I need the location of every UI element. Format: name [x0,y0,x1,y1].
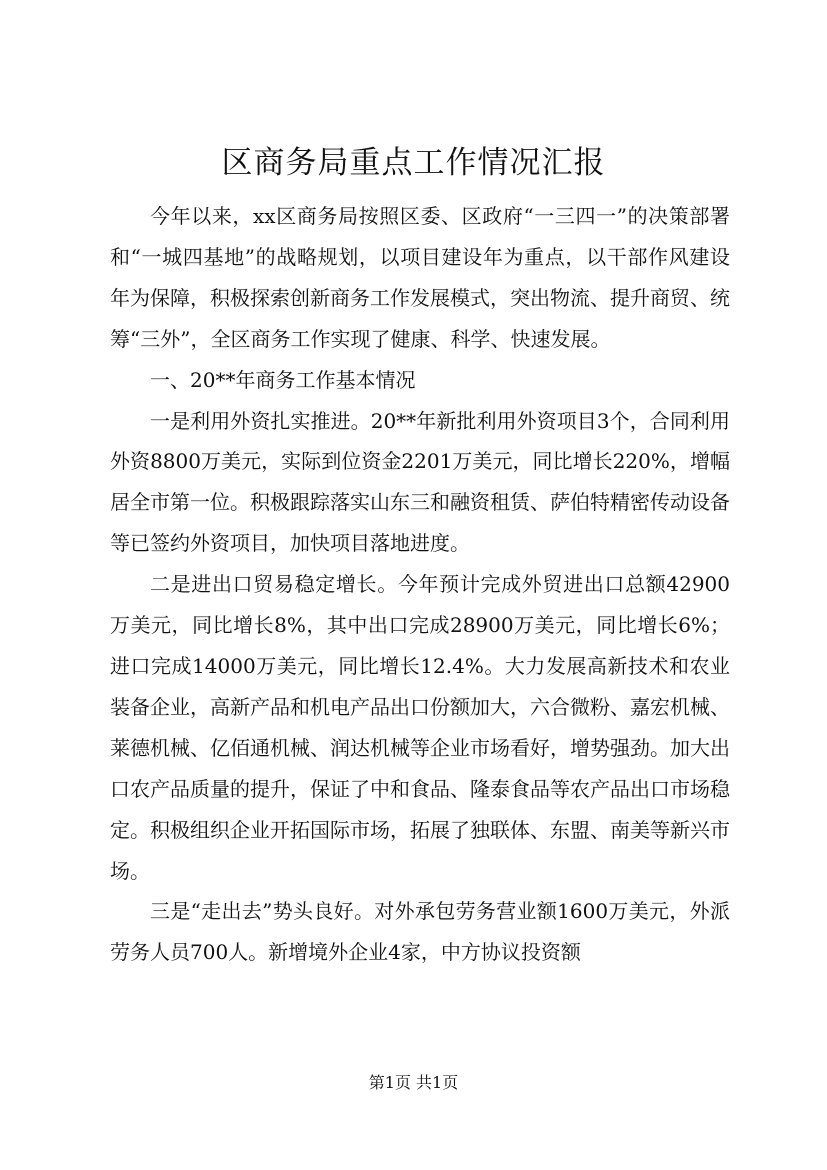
section-heading: 一、20**年商务工作基本情况 [150,367,416,392]
page-footer: 第1页 共1页 [368,1073,459,1092]
document-title: 区商务局重点工作情况汇报 [221,145,606,181]
paragraph-foreign-investment: 一是利用外资扎实推进。20**年新批利用外资项目3个，合同利用外资8800万美元，实际到位资金2201万美元，同比增长220%，增幅居全市第一位。积极跟踪落实山东三和融资租赁、萨伯特精密传动设备等已签约外资项目，加快项目落地进度。 [110,408,730,556]
document-body [110,196,730,973]
paragraph-going-out: 三是“走出去”势头良好。对外承包劳务营业额1600万美元，外派劳务人员700人。新增境外企业4家，中方协议投资额 [110,899,730,965]
paragraph-intro: 今年以来，xx区商务局按照区委、区政府“一三四一”的决策部署和“一城四基地”的战略规划，以项目建设年为重点，以干部作风建设年为保障，积极探索创新商务工作发展模式，突出物流、提升商贸、统筹“三外”，全区商务工作实现了健康、科学、快速发展。 [110,204,730,351]
paragraph-trade: 二是进出口贸易稳定增长。今年预计完成外贸进出口总额42900万美元，同比增长8%，其中出口完成28900万美元，同比增长6%；进口完成14000万美元，同比增长12.4%。大力发展高新技术和农业装备企业，高新产品和机电产品出口份额加大，六合微粉、嘉宏机械、莱德机械、亿佰通机械、润达机械等企业市场看好，增势强劲。加大出口农产品质量的提升，保证了中和食品、隆泰食品等农产品出口市场稳定。积极组织企业开拓国际市场，拓展了独联体、东盟、南美等新兴市场。 [110,572,730,883]
